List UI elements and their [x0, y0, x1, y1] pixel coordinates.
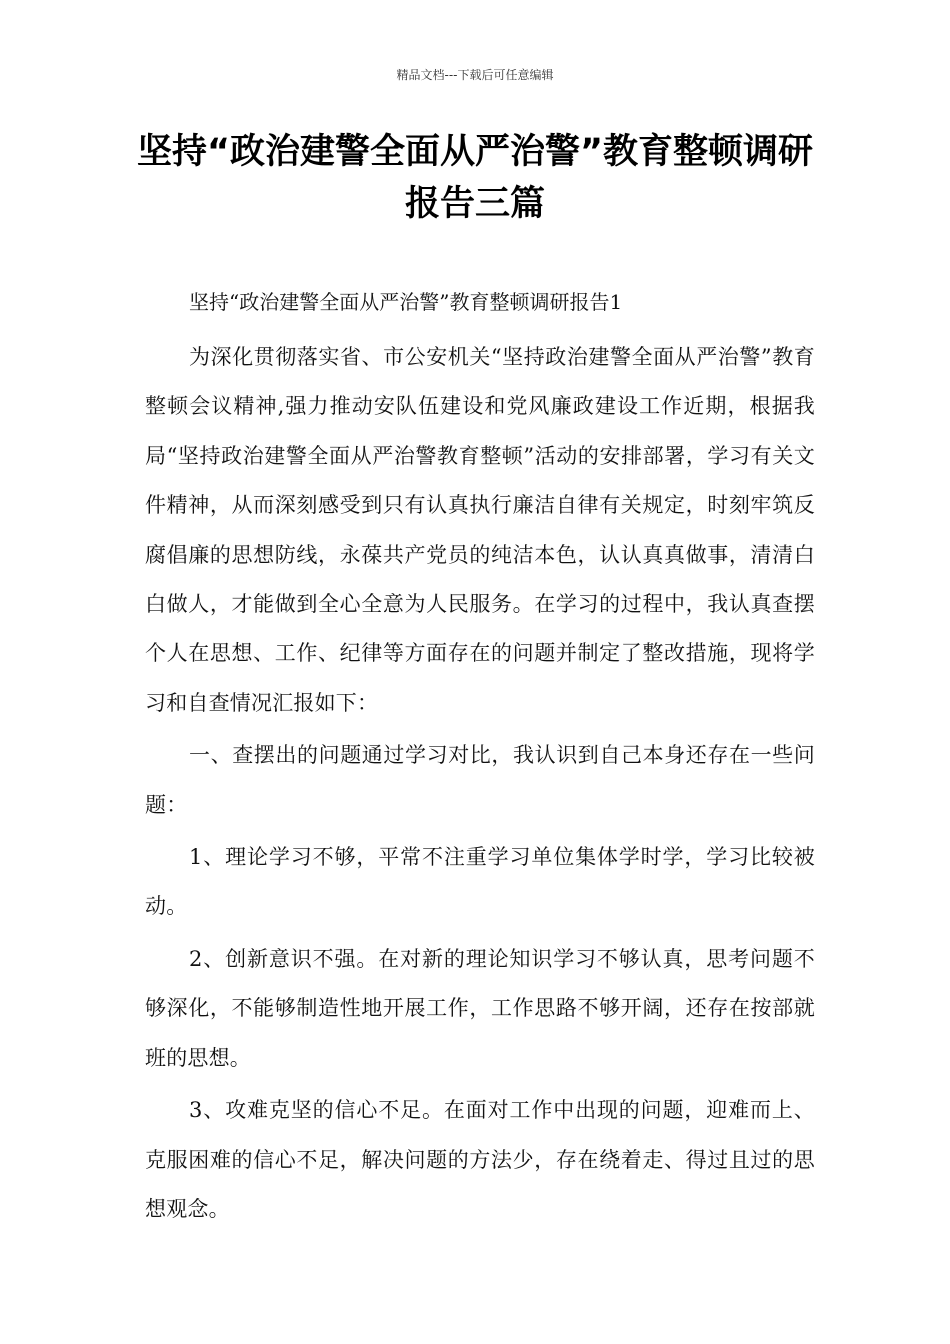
header-note: 精品文档---下载后可任意编辑	[396, 68, 554, 82]
paragraph-item-2: 2、创新意识不强。在对新的理论知识学习不够认真，思考问题不够深化，不能够制造性地开展工作，工作思路不够开阔，还存在按部就班的思想。	[145, 946, 815, 1070]
paragraph-item-3: 3、攻难克坚的信心不足。在面对工作中出现的问题，迎难而上、克服困难的信心不足，解决问题的方法少，存在绕着走、得过且过的思想观念。	[145, 1098, 815, 1221]
paragraph-intro: 为深化贯彻落实省、市公安机关“坚持政治建警全面从严治警”教育整顿会议精神,强力推动安队伍建设和党风廉政建设工作近期，根据我局“坚持政治建警全面从严治警教育整顿”活动的安排部署，学习有关文件精神，从而深刻感受到只有认真执行廉洁自律有关规定，时刻牢筑反腐倡廉的思想防线，永葆共产党员的纯洁本色，认认真真做事，清清白白做人，才能做到全心全意为人民服务。在学习的过程中，我认真查摆个人在思想、工作、纪律等方面存在的问题并制定了整改措施，现将学习和自查情况汇报如下：	[145, 345, 815, 715]
document-body	[145, 282, 815, 1234]
paragraph-section-one: 一、查摆出的问题通过学习对比，我认识到自己本身还存在一些问题：	[145, 743, 815, 817]
paragraph-item-1: 1、理论学习不够，平常不注重学习单位集体学时学，学习比较被动。	[145, 845, 815, 919]
report-subtitle: 坚持“政治建警全面从严治警”教育整顿调研报告1	[189, 290, 623, 314]
document-title: 坚持“政治建警全面从严治警”教育整顿调研报告三篇	[136, 132, 813, 224]
